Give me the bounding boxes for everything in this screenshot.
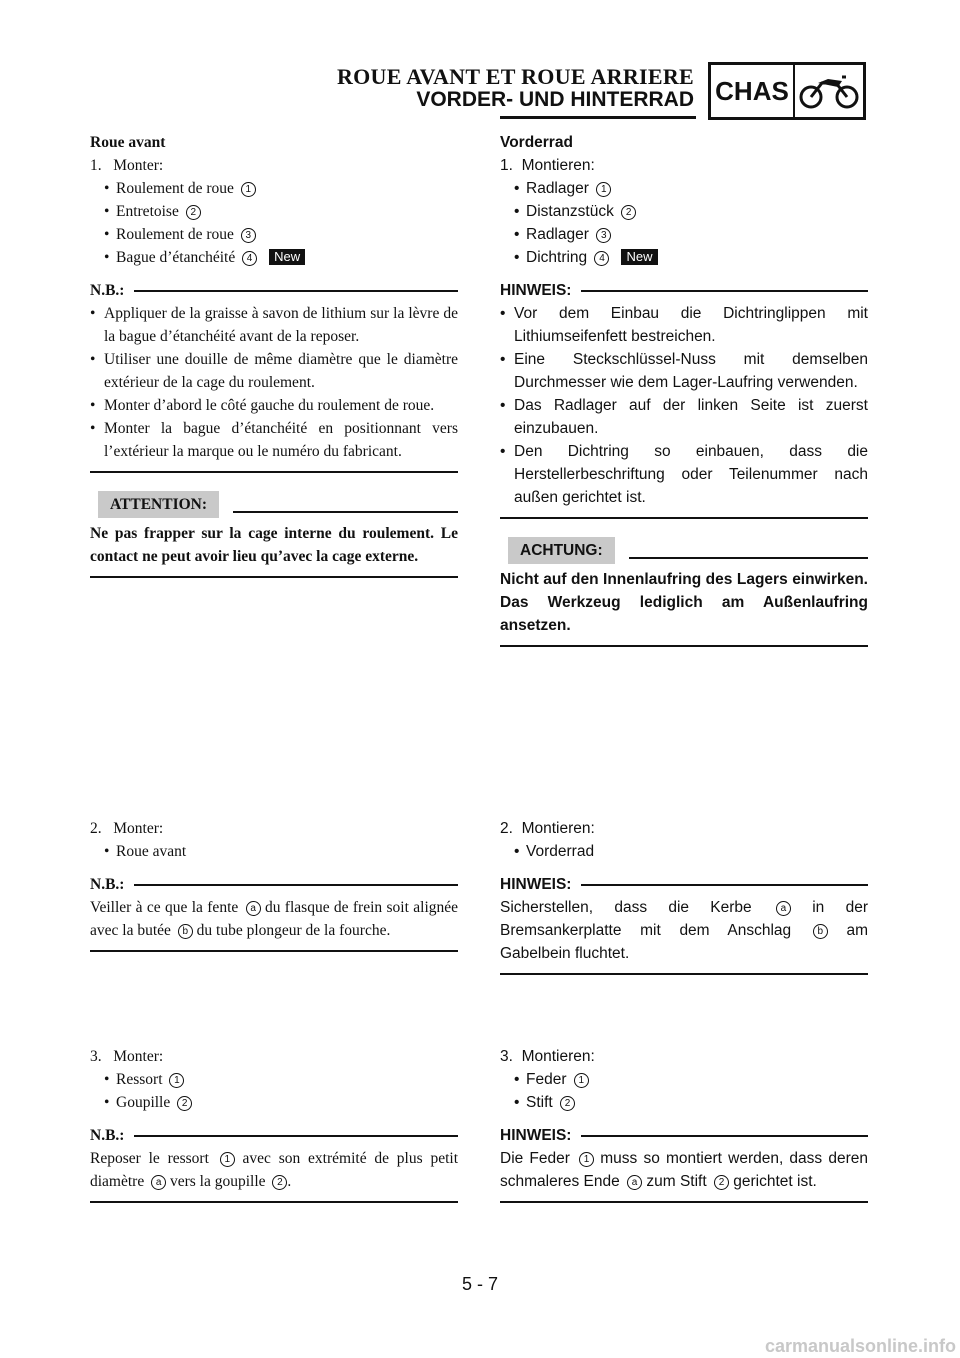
right-step1-title: 1. Montieren: (500, 157, 595, 174)
section-code: CHAS (711, 65, 795, 117)
note-text: Reposer le ressort 1 avec son extrémité de plus petit diamètre a vers la goupille 2 . (90, 1150, 458, 1190)
list-item: • Roulement de roue 3 (90, 223, 458, 246)
note-header: HINWEIS: (500, 279, 868, 302)
header-title-fr: ROUE AVANT ET ROUE ARRIERE (336, 64, 694, 89)
page-number: 5 - 7 (461, 1274, 499, 1294)
note-item: • Appliquer de la graisse à savon de lithium sur la lèvre de la bague d’étanchéité avant de la reposer. (90, 305, 458, 345)
note-text: Sicherstellen, dass die Kerbe a in der Bremsankerplatte mit dem Anschlag b am Gabelbein fluchtet. (500, 899, 868, 962)
right-step2-title: 2. Montieren: (500, 820, 595, 837)
note-text: Die Feder 1 muss so montiert werden, dass deren schmaleres Ende a zum Stift 2 gerichtet ist. (500, 1150, 868, 1190)
list-item: • Roue avant (104, 843, 187, 860)
right-step3-block (500, 1045, 868, 1203)
list-item: • Bague d’étanchéité 4 New (90, 246, 458, 269)
warning-header: ATTENTION: (90, 491, 458, 518)
right-step1-block (500, 131, 868, 647)
list-item: • Goupille 2 (90, 1091, 458, 1114)
right-heading: Vorderrad (500, 134, 573, 151)
list-item: • Radlager 3 (500, 223, 868, 246)
list-item: • Dichtring 4 New (500, 246, 868, 269)
left-step3-title: 3. Monter: (90, 1048, 164, 1065)
new-badge: New (269, 249, 305, 265)
left-step1-title: 1. Monter: (90, 157, 164, 174)
list-item: • Roulement de roue 1 (90, 177, 458, 200)
list-item: • Feder 1 (500, 1068, 868, 1091)
note-item: • Eine Steckschlüssel-Nuss mit demselben Durchmesser wie dem Lager-Laufring verwenden. (500, 351, 868, 391)
right-step3-title: 3. Montieren: (500, 1048, 595, 1065)
warning-header: ACHTUNG: (500, 537, 868, 564)
right-step2-block (500, 817, 868, 975)
note-item: • Utiliser une douille de même diamètre que le diamètre extérieur de la cage du roulement. (90, 351, 458, 391)
watermark: carmanualsonline.info (764, 1336, 956, 1356)
list-item: • Stift 2 (500, 1091, 868, 1114)
new-badge: New (621, 249, 657, 265)
note-header: N.B.: (90, 873, 458, 896)
note-item: • Den Dichtring so einbauen, dass die Herstellerbeschriftung oder Teilenummer nach außen gerichtet ist. (500, 443, 868, 506)
note-item: • Vor dem Einbau die Dichtringlippen mit Lithiumseifenfett bestreichen. (500, 305, 868, 345)
warning-text: Nicht auf den Innenlaufring des Lagers einwirken. Das Werkzeug lediglich am Außenlaufring ansetzen. (500, 571, 868, 634)
note-item: • Monter d’abord le côté gauche du roulement de roue. (90, 397, 435, 414)
note-item: • Monter la bague d’étanchéité en positionnant vers l’extérieur la marque ou le numéro du fabricant. (90, 420, 458, 460)
header-title-de: VORDER- UND HINTERRAD (416, 88, 694, 111)
list-item: • Vorderrad (514, 843, 595, 860)
note-header: N.B.: (90, 1124, 458, 1147)
motorcycle-icon (795, 65, 863, 117)
left-step1-block (90, 131, 458, 578)
list-item: • Radlager 1 (500, 177, 868, 200)
note-header: N.B.: (90, 279, 458, 302)
left-step3-block (90, 1045, 458, 1203)
list-item: • Distanzstück 2 (500, 200, 868, 223)
section-badge (708, 62, 866, 120)
list-item: • Ressort 1 (90, 1068, 458, 1091)
note-header: HINWEIS: (500, 873, 868, 896)
left-step2-title: 2. Monter: (90, 820, 164, 837)
note-header: HINWEIS: (500, 1124, 868, 1147)
list-item: • Entretoise 2 (90, 200, 458, 223)
note-text: Veiller à ce que la fente a du flasque de frein soit alignée avec la butée b du tube plongeur de la fourche. (90, 899, 459, 939)
left-step2-block (90, 817, 458, 952)
left-heading: Roue avant (90, 134, 166, 151)
note-item: • Das Radlager auf der linken Seite ist zuerst einzubauen. (500, 397, 868, 437)
warning-text: Ne pas frapper sur la cage interne du roulement. Le contact ne peut avoir lieu qu’avec la cage externe. (90, 525, 458, 565)
header-rule (500, 116, 696, 119)
